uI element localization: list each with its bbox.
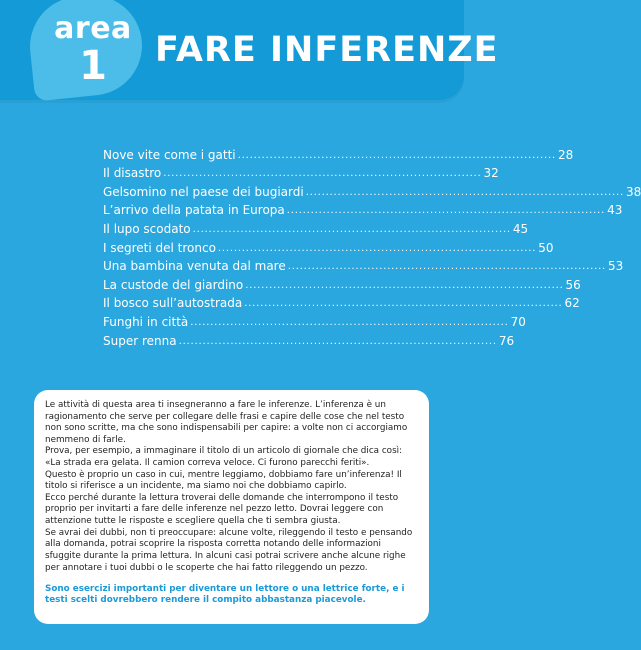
toc-title: La custode del giardino (103, 277, 244, 292)
intro-paragraph: Questo è proprio un caso in cui, mentre leggiamo, dobbiamo fare un’inferenza! Il titolo si riferisce a un incidente, ma siamo noi che dobbiamo capirlo. (45, 469, 402, 492)
toc-item-10[interactable] (103, 310, 526, 329)
header-band (0, 0, 499, 100)
toc-title: Nove vite come i gatti (103, 147, 236, 162)
intro-paragraph: «La strada era gelata. Il camion correva veloce. Ci furono parecchi feriti». (45, 458, 370, 469)
toc-page-number: 45 (512, 221, 529, 236)
page-title: FARE INFERENZE (155, 30, 499, 70)
toc-item-1[interactable] (103, 143, 574, 162)
toc-item-4[interactable] (103, 199, 623, 218)
toc-page-number: 28 (557, 147, 574, 162)
toc-item-3[interactable] (103, 180, 641, 199)
toc-page-number: 62 (564, 296, 580, 311)
toc-title: L’arrivo della patata in Europa (103, 203, 285, 218)
dot-leader: ................................................................................ (190, 316, 509, 328)
dot-leader: ................................................................................ (287, 261, 607, 273)
toc-item-5[interactable] (103, 217, 529, 236)
dot-leader: ................................................................................ (244, 298, 563, 310)
dot-leader: ................................................................................ (178, 335, 497, 347)
toc-page-number: 32 (483, 166, 499, 181)
toc-page-number: 56 (565, 277, 581, 292)
toc-title: I segreti del tronco (103, 240, 216, 255)
area-number: 1 (79, 43, 107, 89)
toc-item-6[interactable] (103, 236, 554, 255)
toc-page-number: 70 (510, 314, 526, 329)
toc-page-number: 43 (607, 203, 623, 218)
dot-leader: ................................................................................ (245, 279, 564, 291)
toc-title: Una bambina venuta dal mare (103, 259, 286, 274)
dot-leader: ................................................................................ (237, 149, 556, 161)
toc-page-number: 53 (608, 259, 624, 274)
intro-paragraph: Ecco perché durante la lettura troverai delle domande che interrompono il testo proprio per invitarti a fare delle inferenze nel pezzo letto. Dovrai leggere con attenzione tutte le risposte e scegliere quella che ti sembra giusta. (45, 492, 399, 527)
intro-paragraph: Le attività di questa area ti insegneranno a fare le inferenze. L’inferenza è un ragionamento che serve per collegare delle frasi e capire delle cose che nel testo non sono scritte, ma che sono indispensabili per capire: a volte non ci accorgiamo nemmeno di farle. (45, 400, 408, 445)
area-label (48, 11, 138, 89)
dot-leader: ................................................................................ (192, 223, 511, 235)
dot-leader: ................................................................................ (305, 186, 624, 198)
toc-page-number: 76 (498, 333, 515, 348)
toc-title: Funghi in città (103, 314, 189, 329)
toc-item-9[interactable] (103, 292, 580, 311)
toc-item-2[interactable] (103, 162, 499, 181)
table-of-contents (103, 143, 641, 348)
toc-title: Gelsomino nel paese dei bugiardi (103, 184, 304, 199)
intro-paragraph: Prova, per esempio, a immaginare il titolo di un articolo di giornale che dica così: (45, 446, 403, 457)
dot-leader: ................................................................................ (217, 242, 537, 254)
toc-page-number: 38 (625, 184, 641, 199)
intro-paragraph: Se avrai dei dubbi, non ti preoccupare: alcune volte, rileggendo il testo e pensando alla domanda, potrai scoprire la risposta corretta notando delle informazioni sfuggite durante la prima lettura. In alcuni casi potrai scrivere anche alcune righe per annotare i tuoi dubbi o le scoperte che hai fatto rileggendo un pezzo. (45, 527, 413, 573)
toc-item-7[interactable] (103, 255, 624, 274)
toc-item-11[interactable] (103, 329, 515, 348)
dot-leader: ................................................................................ (163, 168, 482, 180)
toc-title: Il disastro (103, 166, 162, 181)
intro-card (34, 390, 429, 624)
area-word: area (54, 11, 132, 46)
toc-item-8[interactable] (103, 273, 581, 292)
intro-highlight: Sono esercizi importanti per diventare un lettore o una lettrice forte, e i testi scelti dovrebbero rendere il compito abbastanza piacevole. (45, 584, 405, 606)
toc-page-number: 50 (538, 240, 554, 255)
toc-title: Il bosco sull’autostrada (103, 296, 243, 311)
toc-title: Il lupo scodato (103, 221, 191, 236)
toc-title: Super renna (103, 333, 177, 348)
dot-leader: ................................................................................ (286, 205, 606, 217)
